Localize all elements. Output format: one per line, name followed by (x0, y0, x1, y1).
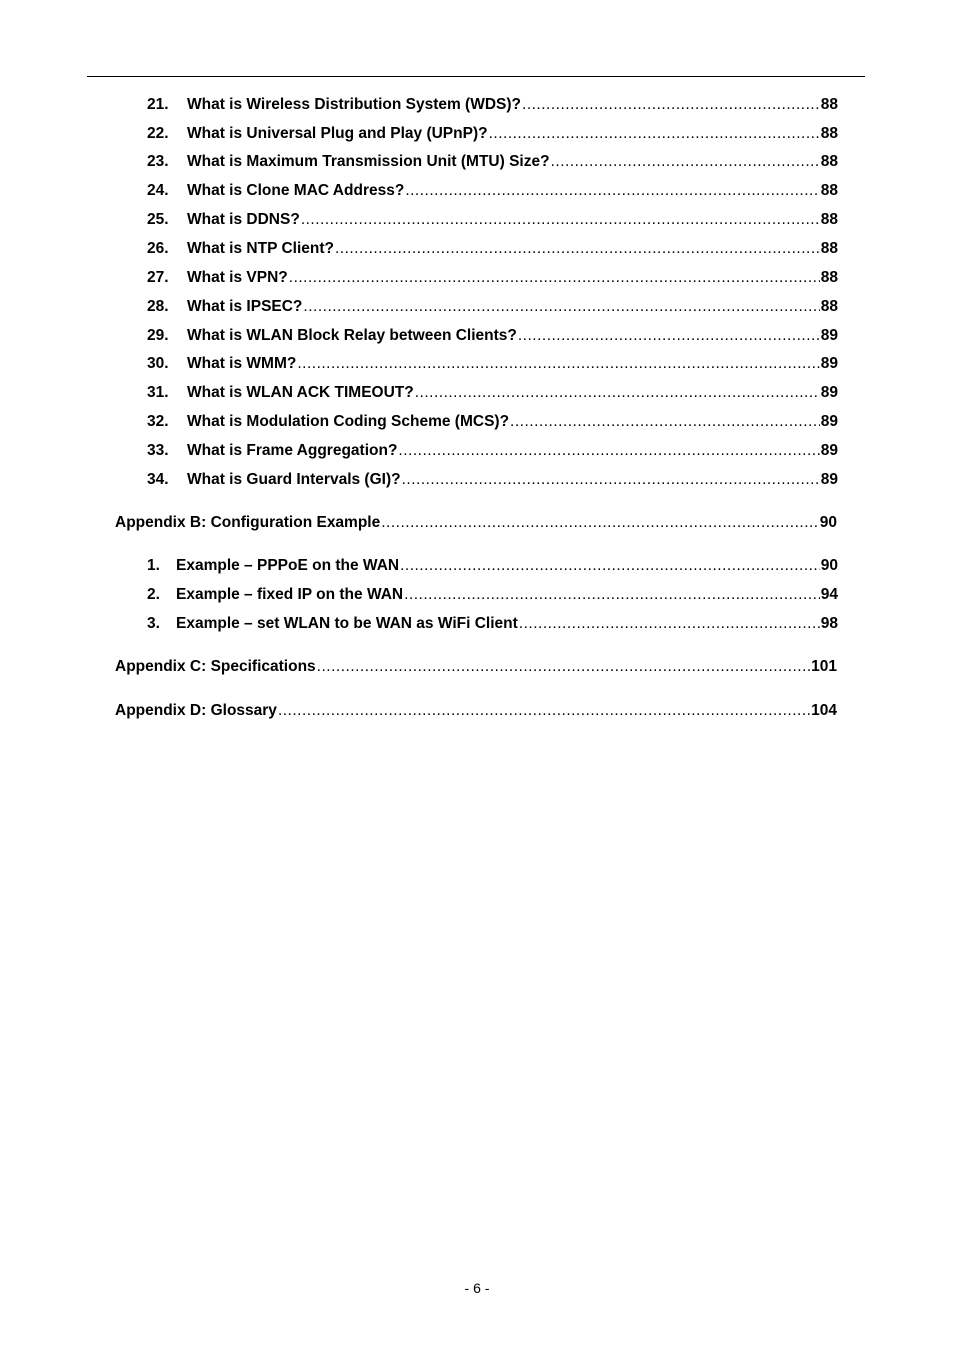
dot-leader (317, 658, 810, 676)
toc-entry-page: 88 (820, 96, 838, 113)
toc-entry-title: What is WLAN ACK TIMEOUT? (187, 384, 414, 401)
toc-entry-page: 89 (820, 355, 838, 372)
toc-entry-page: 88 (820, 153, 838, 170)
toc-entry-34[interactable] (147, 471, 838, 489)
toc-entry-page: 90 (820, 557, 838, 574)
toc-entry-page: 89 (820, 413, 838, 430)
dot-leader (297, 355, 819, 373)
dot-leader (519, 615, 820, 633)
toc-example-2[interactable] (147, 586, 838, 604)
toc-entry-title: What is Frame Aggregation? (187, 442, 398, 459)
dot-leader (402, 471, 820, 489)
dot-leader (510, 413, 820, 431)
toc-entry-23[interactable] (147, 153, 838, 171)
header-rule (87, 76, 865, 77)
dot-leader (301, 211, 820, 229)
toc-entry-page: 88 (820, 240, 838, 257)
toc-entry-page: 89 (820, 327, 838, 344)
toc-entry-number: 23. (147, 153, 169, 170)
toc-appendix-d[interactable] (115, 702, 837, 720)
toc-entry-page: 88 (820, 125, 838, 142)
toc-entry-26[interactable] (147, 240, 838, 258)
toc-entry-page: 89 (820, 384, 838, 401)
toc-entry-page: 90 (819, 514, 837, 531)
toc-entry-page: 98 (820, 615, 838, 632)
toc-example-1[interactable] (147, 557, 838, 575)
toc-entry-number: 34. (147, 471, 169, 488)
dot-leader (518, 327, 820, 345)
toc-entry-25[interactable] (147, 211, 838, 229)
toc-entry-24[interactable] (147, 182, 838, 200)
dot-leader (398, 442, 819, 460)
toc-entry-title: Example – set WLAN to be WAN as WiFi Client (176, 615, 518, 632)
toc-example-3[interactable] (147, 615, 838, 633)
toc-entry-title: What is Maximum Transmission Unit (MTU) Size? (187, 153, 550, 170)
dot-leader (400, 557, 820, 575)
toc-entry-page: 88 (820, 211, 838, 228)
toc-entry-29[interactable] (147, 327, 838, 345)
toc-entry-page: 101 (811, 658, 837, 675)
toc-entry-21[interactable] (147, 96, 838, 114)
dot-leader (381, 514, 819, 532)
dot-leader (489, 125, 820, 143)
toc-entry-title: What is DDNS? (187, 211, 300, 228)
dot-leader (415, 384, 820, 402)
toc-entry-27[interactable] (147, 269, 838, 287)
toc-entry-number: 27. (147, 269, 169, 286)
toc-entry-number: 25. (147, 211, 169, 228)
dot-leader (278, 702, 810, 720)
dot-leader (335, 240, 820, 258)
toc-entry-title: What is Clone MAC Address? (187, 182, 405, 199)
dot-leader (551, 153, 820, 171)
toc-entry-title: Appendix B: Configuration Example (115, 514, 381, 531)
toc-entry-title: What is WMM? (187, 355, 297, 372)
toc-entry-32[interactable] (147, 413, 838, 431)
toc-entry-page: 88 (820, 269, 838, 286)
toc-entry-title: Appendix D: Glossary (115, 702, 277, 719)
toc-entry-number: 2. (147, 586, 160, 603)
toc-entry-page: 94 (820, 586, 838, 603)
toc-entry-page: 89 (820, 442, 838, 459)
toc-entry-number: 31. (147, 384, 169, 401)
toc-entry-number: 3. (147, 615, 160, 632)
toc-entry-31[interactable] (147, 384, 838, 402)
dot-leader (289, 269, 820, 287)
toc-appendix-b[interactable] (115, 514, 837, 532)
toc-entry-number: 26. (147, 240, 169, 257)
toc-entry-number: 21. (147, 96, 169, 113)
toc-entry-page: 89 (820, 471, 838, 488)
toc-entry-title: What is Universal Plug and Play (UPnP)? (187, 125, 488, 142)
toc-entry-title: Appendix C: Specifications (115, 658, 316, 675)
toc-entry-page: 104 (811, 702, 837, 719)
toc-entry-28[interactable] (147, 298, 838, 316)
toc-appendix-c[interactable] (115, 658, 837, 676)
dot-leader (404, 586, 820, 604)
dot-leader (522, 96, 820, 114)
toc-entry-page: 88 (820, 298, 838, 315)
toc-entry-title: What is Guard Intervals (GI)? (187, 471, 401, 488)
dot-leader (405, 182, 819, 200)
toc-entry-title: Example – fixed IP on the WAN (176, 586, 404, 603)
toc-entry-title: What is Modulation Coding Scheme (MCS)? (187, 413, 510, 430)
toc-entry-number: 30. (147, 355, 169, 372)
toc-entry-22[interactable] (147, 125, 838, 143)
toc-entry-number: 24. (147, 182, 169, 199)
toc-entry-30[interactable] (147, 355, 838, 373)
toc-entry-title: What is VPN? (187, 269, 288, 286)
toc-entry-title: What is IPSEC? (187, 298, 303, 315)
toc-entry-title: Example – PPPoE on the WAN (176, 557, 400, 574)
toc-entry-number: 33. (147, 442, 169, 459)
toc-entry-number: 22. (147, 125, 169, 142)
toc-entry-title: What is NTP Client? (187, 240, 334, 257)
dot-leader (303, 298, 819, 316)
page-number: - 6 - (464, 1280, 490, 1296)
toc-entry-number: 32. (147, 413, 169, 430)
toc-entry-33[interactable] (147, 442, 838, 460)
toc-entry-number: 28. (147, 298, 169, 315)
toc-entry-number: 1. (147, 557, 160, 574)
toc-entry-title: What is WLAN Block Relay between Clients? (187, 327, 517, 344)
toc-entry-number: 29. (147, 327, 169, 344)
toc-entry-page: 88 (820, 182, 838, 199)
toc-entry-title: What is Wireless Distribution System (WDS)? (187, 96, 522, 113)
